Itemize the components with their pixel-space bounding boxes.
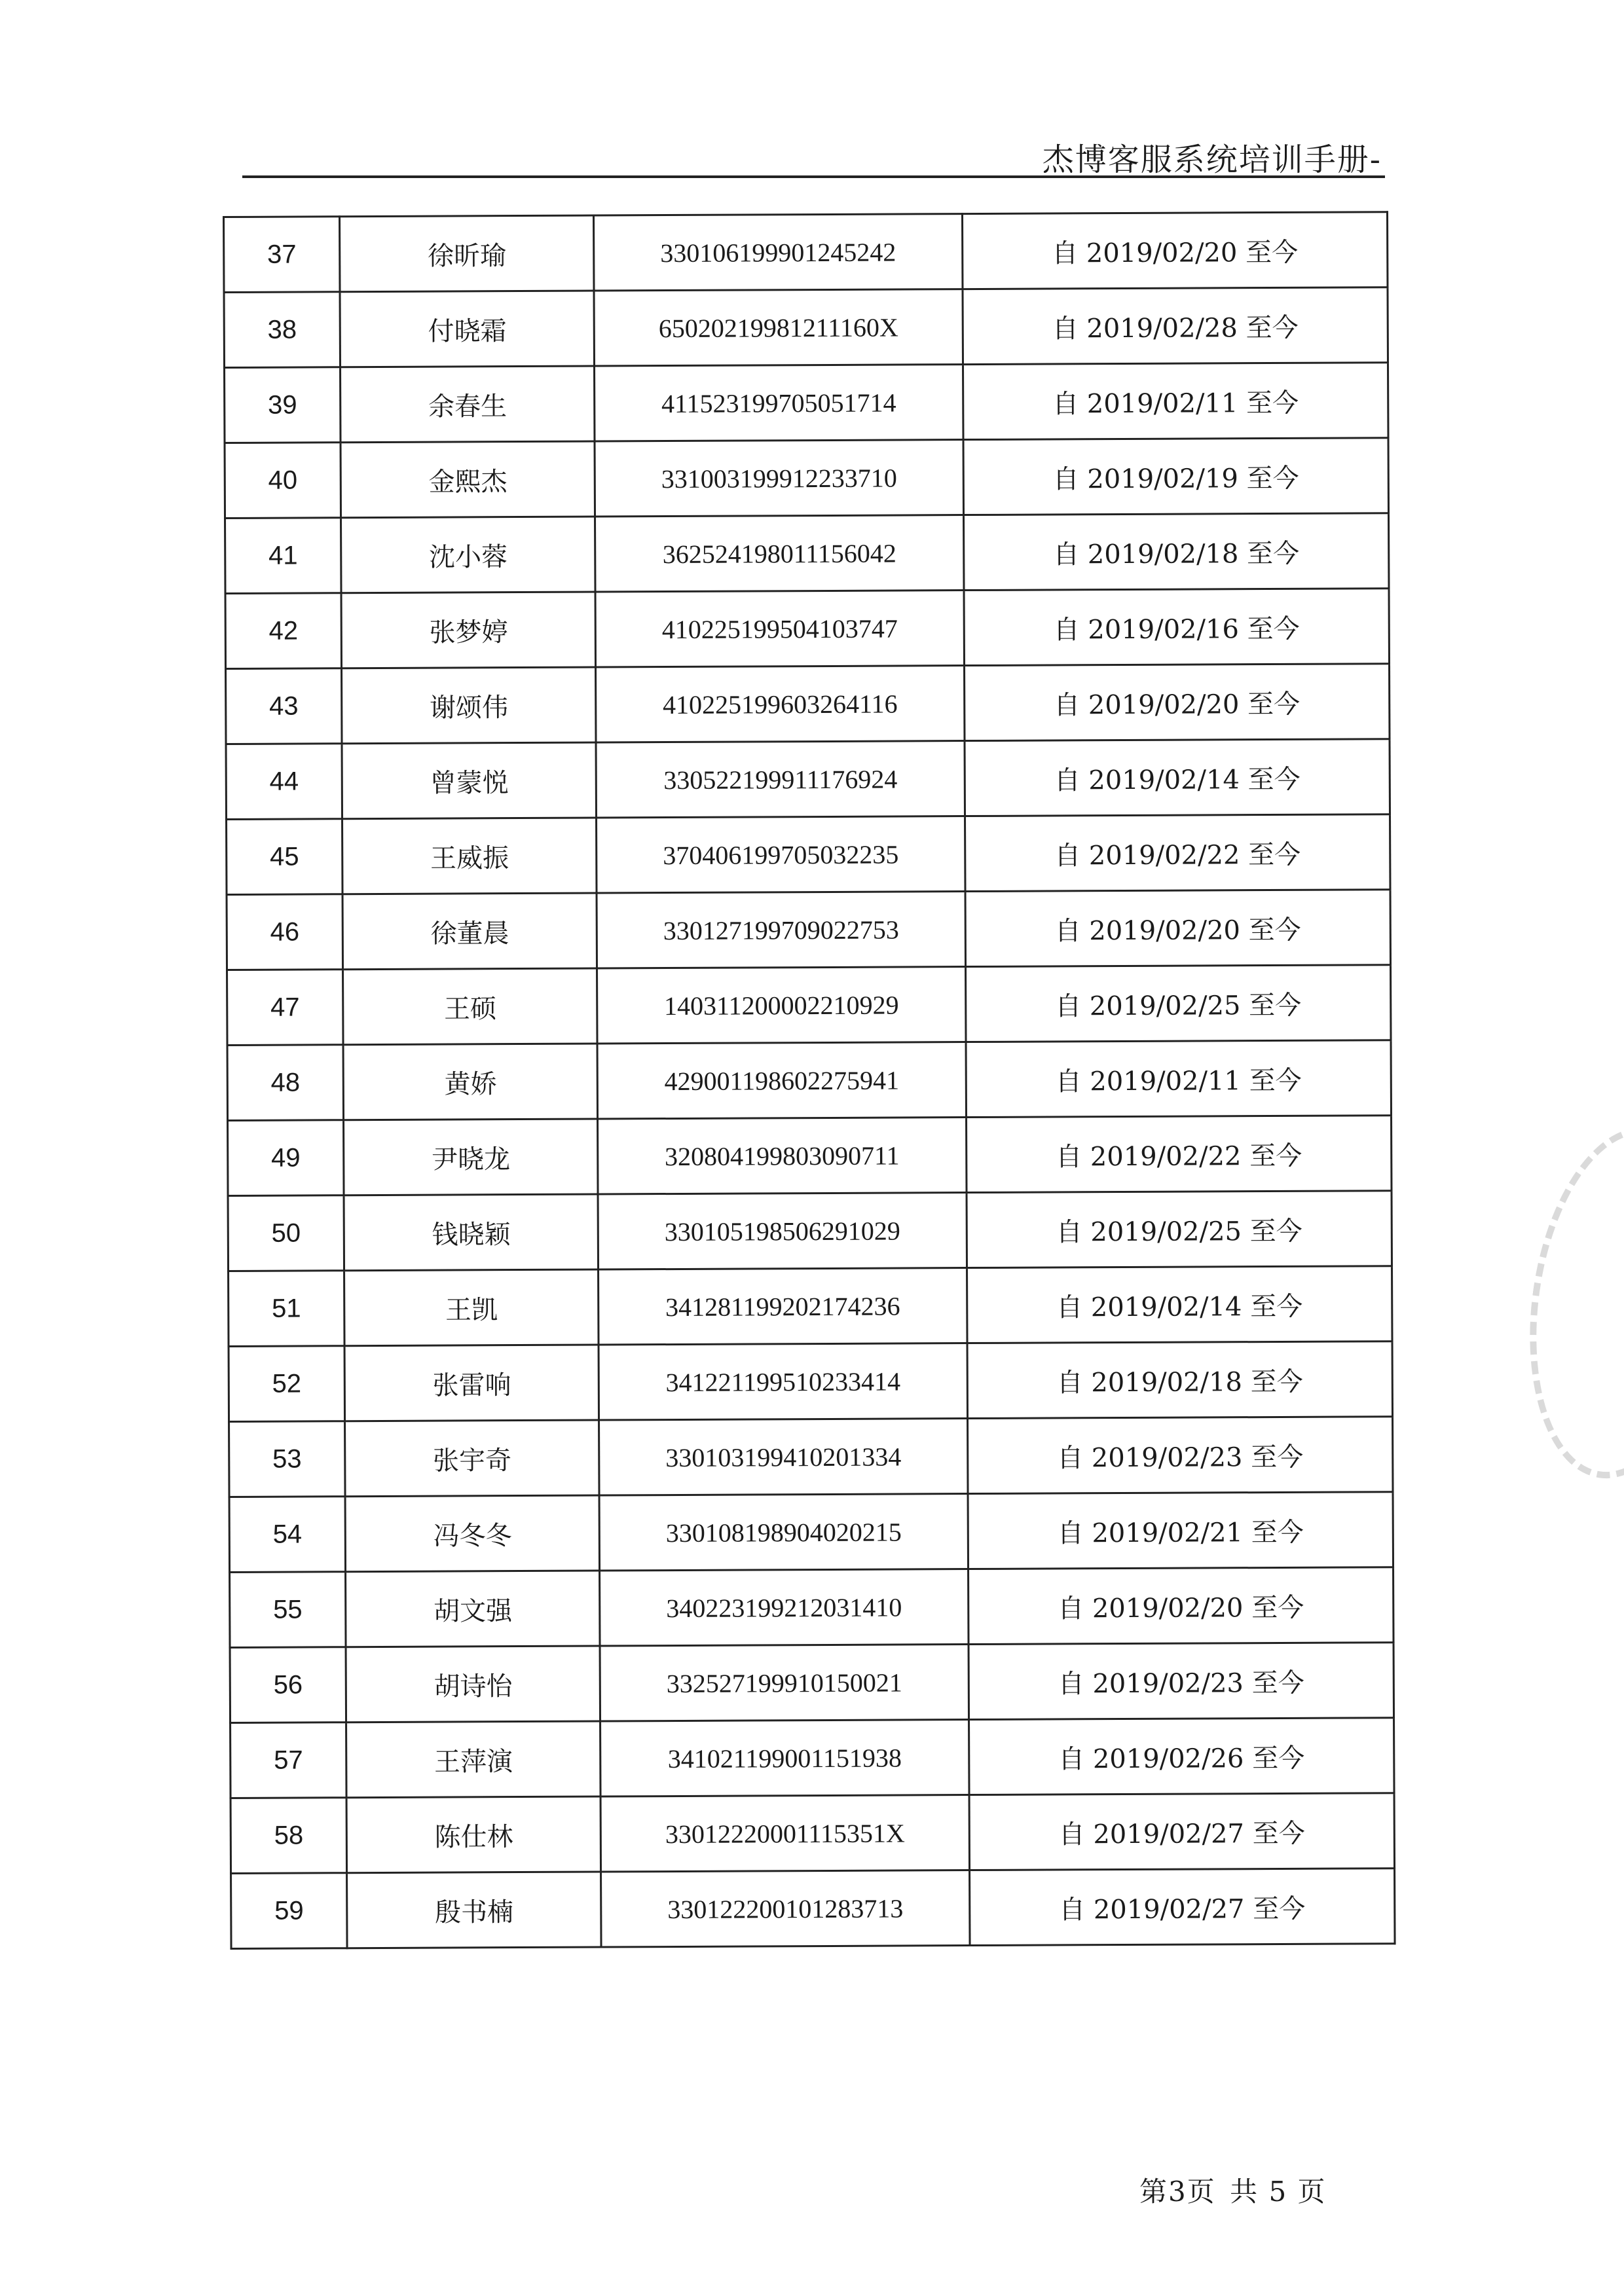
row-number-cell: 45 [227, 819, 343, 895]
table-row [231, 1718, 1394, 1798]
employment-period-cell: 自 2019/02/18 至今 [963, 513, 1389, 591]
id-number-cell: 320804199803090711 [598, 1118, 967, 1194]
id-number-cell: 331003199912233710 [595, 440, 963, 517]
table-row [227, 965, 1391, 1046]
employment-period-cell: 自 2019/02/14 至今 [967, 1266, 1392, 1343]
row-number-cell: 41 [225, 518, 342, 594]
row-number-cell: 58 [231, 1798, 347, 1874]
table-row [231, 1793, 1394, 1874]
person-name-cell: 曾蒙悦 [342, 742, 597, 819]
employment-period-cell: 自 2019/02/20 至今 [962, 212, 1388, 289]
person-name-cell: 徐董晨 [342, 893, 597, 970]
table-row [225, 363, 1388, 443]
person-name-cell: 王硕 [343, 968, 598, 1045]
row-number-cell: 54 [229, 1497, 346, 1573]
partial-seal-stamp [1509, 1115, 1624, 1491]
row-number-cell: 52 [229, 1346, 345, 1422]
person-name-cell: 黄娇 [343, 1044, 598, 1120]
id-number-cell: 330103199410201334 [599, 1419, 968, 1495]
id-number-cell: 341281199202174236 [599, 1268, 967, 1345]
row-number-cell: 49 [228, 1120, 344, 1196]
page-number: 第3页 [1139, 2176, 1216, 2208]
employment-period-cell: 自 2019/02/16 至今 [964, 589, 1390, 666]
person-name-cell: 胡文强 [346, 1571, 600, 1647]
table-row [228, 1116, 1392, 1196]
id-number-cell: 410225199504103747 [595, 591, 964, 667]
employment-period-cell: 自 2019/02/20 至今 [968, 1567, 1393, 1645]
table-row [227, 1040, 1391, 1121]
employment-period-cell: 自 2019/02/21 至今 [968, 1492, 1393, 1569]
id-number-cell: 362524198011156042 [595, 515, 964, 592]
person-name-cell: 冯冬冬 [345, 1495, 600, 1572]
person-name-cell: 张梦婷 [341, 592, 596, 668]
id-number-cell: 330105198506291029 [598, 1193, 967, 1269]
employment-period-cell: 自 2019/02/23 至今 [969, 1643, 1394, 1720]
person-name-cell: 谢颂伟 [342, 667, 597, 744]
row-number-cell: 39 [225, 367, 341, 443]
person-name-cell: 王凯 [344, 1269, 599, 1346]
table-row [229, 1341, 1392, 1422]
staff-table-container [223, 216, 1388, 1950]
table-row [226, 664, 1390, 744]
employment-period-cell: 自 2019/02/11 至今 [963, 363, 1388, 440]
employment-period-cell: 自 2019/02/22 至今 [966, 1116, 1392, 1193]
employment-period-cell: 自 2019/02/27 至今 [969, 1868, 1395, 1946]
row-number-cell: 43 [226, 668, 342, 744]
table-row [231, 1868, 1395, 1949]
page-total: 共 5 页 [1230, 2176, 1327, 2208]
row-number-cell: 40 [225, 443, 341, 519]
table-row [225, 589, 1389, 669]
table-row [224, 212, 1388, 293]
person-name-cell: 王威振 [342, 818, 597, 894]
employment-period-cell: 自 2019/02/22 至今 [965, 814, 1390, 892]
employment-period-cell: 自 2019/02/25 至今 [965, 965, 1391, 1042]
id-number-cell: 140311200002210929 [597, 967, 966, 1044]
table-row [225, 513, 1389, 594]
row-number-cell: 57 [231, 1722, 347, 1798]
id-number-cell: 340223199212031410 [600, 1569, 969, 1646]
employment-period-cell: 自 2019/02/11 至今 [966, 1040, 1392, 1118]
id-number-cell: 65020219981211160X [594, 289, 963, 366]
id-number-cell: 429001198602275941 [597, 1042, 966, 1119]
row-number-cell: 42 [225, 593, 342, 669]
id-number-cell: 330522199911176924 [596, 741, 965, 818]
table-row [228, 1191, 1392, 1271]
id-number-cell: 410225199603264116 [596, 666, 965, 742]
row-number-cell: 44 [226, 744, 342, 820]
row-number-cell: 37 [224, 217, 341, 293]
header-divider [242, 175, 1385, 178]
row-number-cell: 50 [228, 1195, 344, 1271]
id-number-cell: 330122200101283713 [601, 1870, 970, 1947]
person-name-cell: 王萍演 [346, 1721, 601, 1798]
employment-period-cell: 自 2019/02/19 至今 [963, 438, 1389, 515]
table-row [230, 1643, 1393, 1723]
table-row [229, 1492, 1393, 1573]
person-name-cell: 余春生 [341, 366, 595, 443]
employment-period-cell: 自 2019/02/20 至今 [965, 890, 1391, 967]
employment-period-cell: 自 2019/02/26 至今 [969, 1718, 1394, 1795]
person-name-cell: 付晓霜 [340, 291, 595, 367]
person-name-cell: 胡诗怡 [346, 1646, 600, 1722]
row-number-cell: 56 [230, 1647, 346, 1723]
table-row [227, 814, 1390, 895]
table-row [224, 287, 1388, 368]
employment-period-cell: 自 2019/02/28 至今 [963, 287, 1388, 365]
row-number-cell: 51 [229, 1271, 345, 1347]
employment-period-cell: 自 2019/02/27 至今 [969, 1793, 1395, 1870]
row-number-cell: 46 [227, 894, 343, 970]
id-number-cell: 330108198904020215 [599, 1494, 968, 1571]
person-name-cell: 沈小蓉 [341, 517, 596, 593]
employment-period-cell: 自 2019/02/23 至今 [967, 1417, 1393, 1494]
person-name-cell: 钱晓颖 [344, 1194, 599, 1271]
id-number-cell: 411523199705051714 [595, 365, 963, 441]
id-number-cell: 330106199901245242 [594, 214, 963, 291]
id-number-cell: 33012220001115351X [600, 1795, 969, 1872]
row-number-cell: 53 [229, 1421, 346, 1497]
table-row [225, 438, 1388, 519]
page-footer [1139, 2170, 1331, 2210]
person-name-cell: 徐昕瑜 [340, 215, 595, 292]
table-row [226, 739, 1390, 820]
table-row [227, 890, 1390, 970]
id-number-cell: 341021199001151938 [600, 1720, 969, 1796]
id-number-cell: 341221199510233414 [599, 1343, 967, 1420]
row-number-cell: 55 [230, 1572, 346, 1648]
employment-period-cell: 自 2019/02/25 至今 [967, 1191, 1392, 1268]
person-name-cell: 尹晓龙 [344, 1119, 599, 1195]
row-number-cell: 47 [227, 970, 344, 1046]
id-number-cell: 332527199910150021 [600, 1645, 969, 1721]
table-row [229, 1417, 1393, 1497]
staff-table [223, 211, 1396, 1950]
person-name-cell: 陈仕林 [346, 1796, 601, 1873]
person-name-cell: 张宇奇 [345, 1420, 600, 1497]
id-number-cell: 330127199709022753 [597, 892, 965, 968]
table-row [230, 1567, 1393, 1648]
person-name-cell: 殷书楠 [347, 1872, 602, 1948]
employment-period-cell: 自 2019/02/20 至今 [964, 664, 1390, 741]
employment-period-cell: 自 2019/02/14 至今 [965, 739, 1390, 816]
person-name-cell: 金熙杰 [341, 441, 595, 518]
employment-period-cell: 自 2019/02/18 至今 [967, 1341, 1393, 1419]
id-number-cell: 370406199705032235 [597, 816, 965, 893]
person-name-cell: 张雷响 [344, 1345, 599, 1421]
row-number-cell: 38 [224, 292, 341, 368]
row-number-cell: 48 [227, 1045, 344, 1121]
row-number-cell: 59 [231, 1873, 348, 1949]
staff-table-body [224, 212, 1395, 1949]
table-row [229, 1266, 1392, 1347]
document-header-title: 杰博客服系统培训手册- [1042, 141, 1382, 178]
